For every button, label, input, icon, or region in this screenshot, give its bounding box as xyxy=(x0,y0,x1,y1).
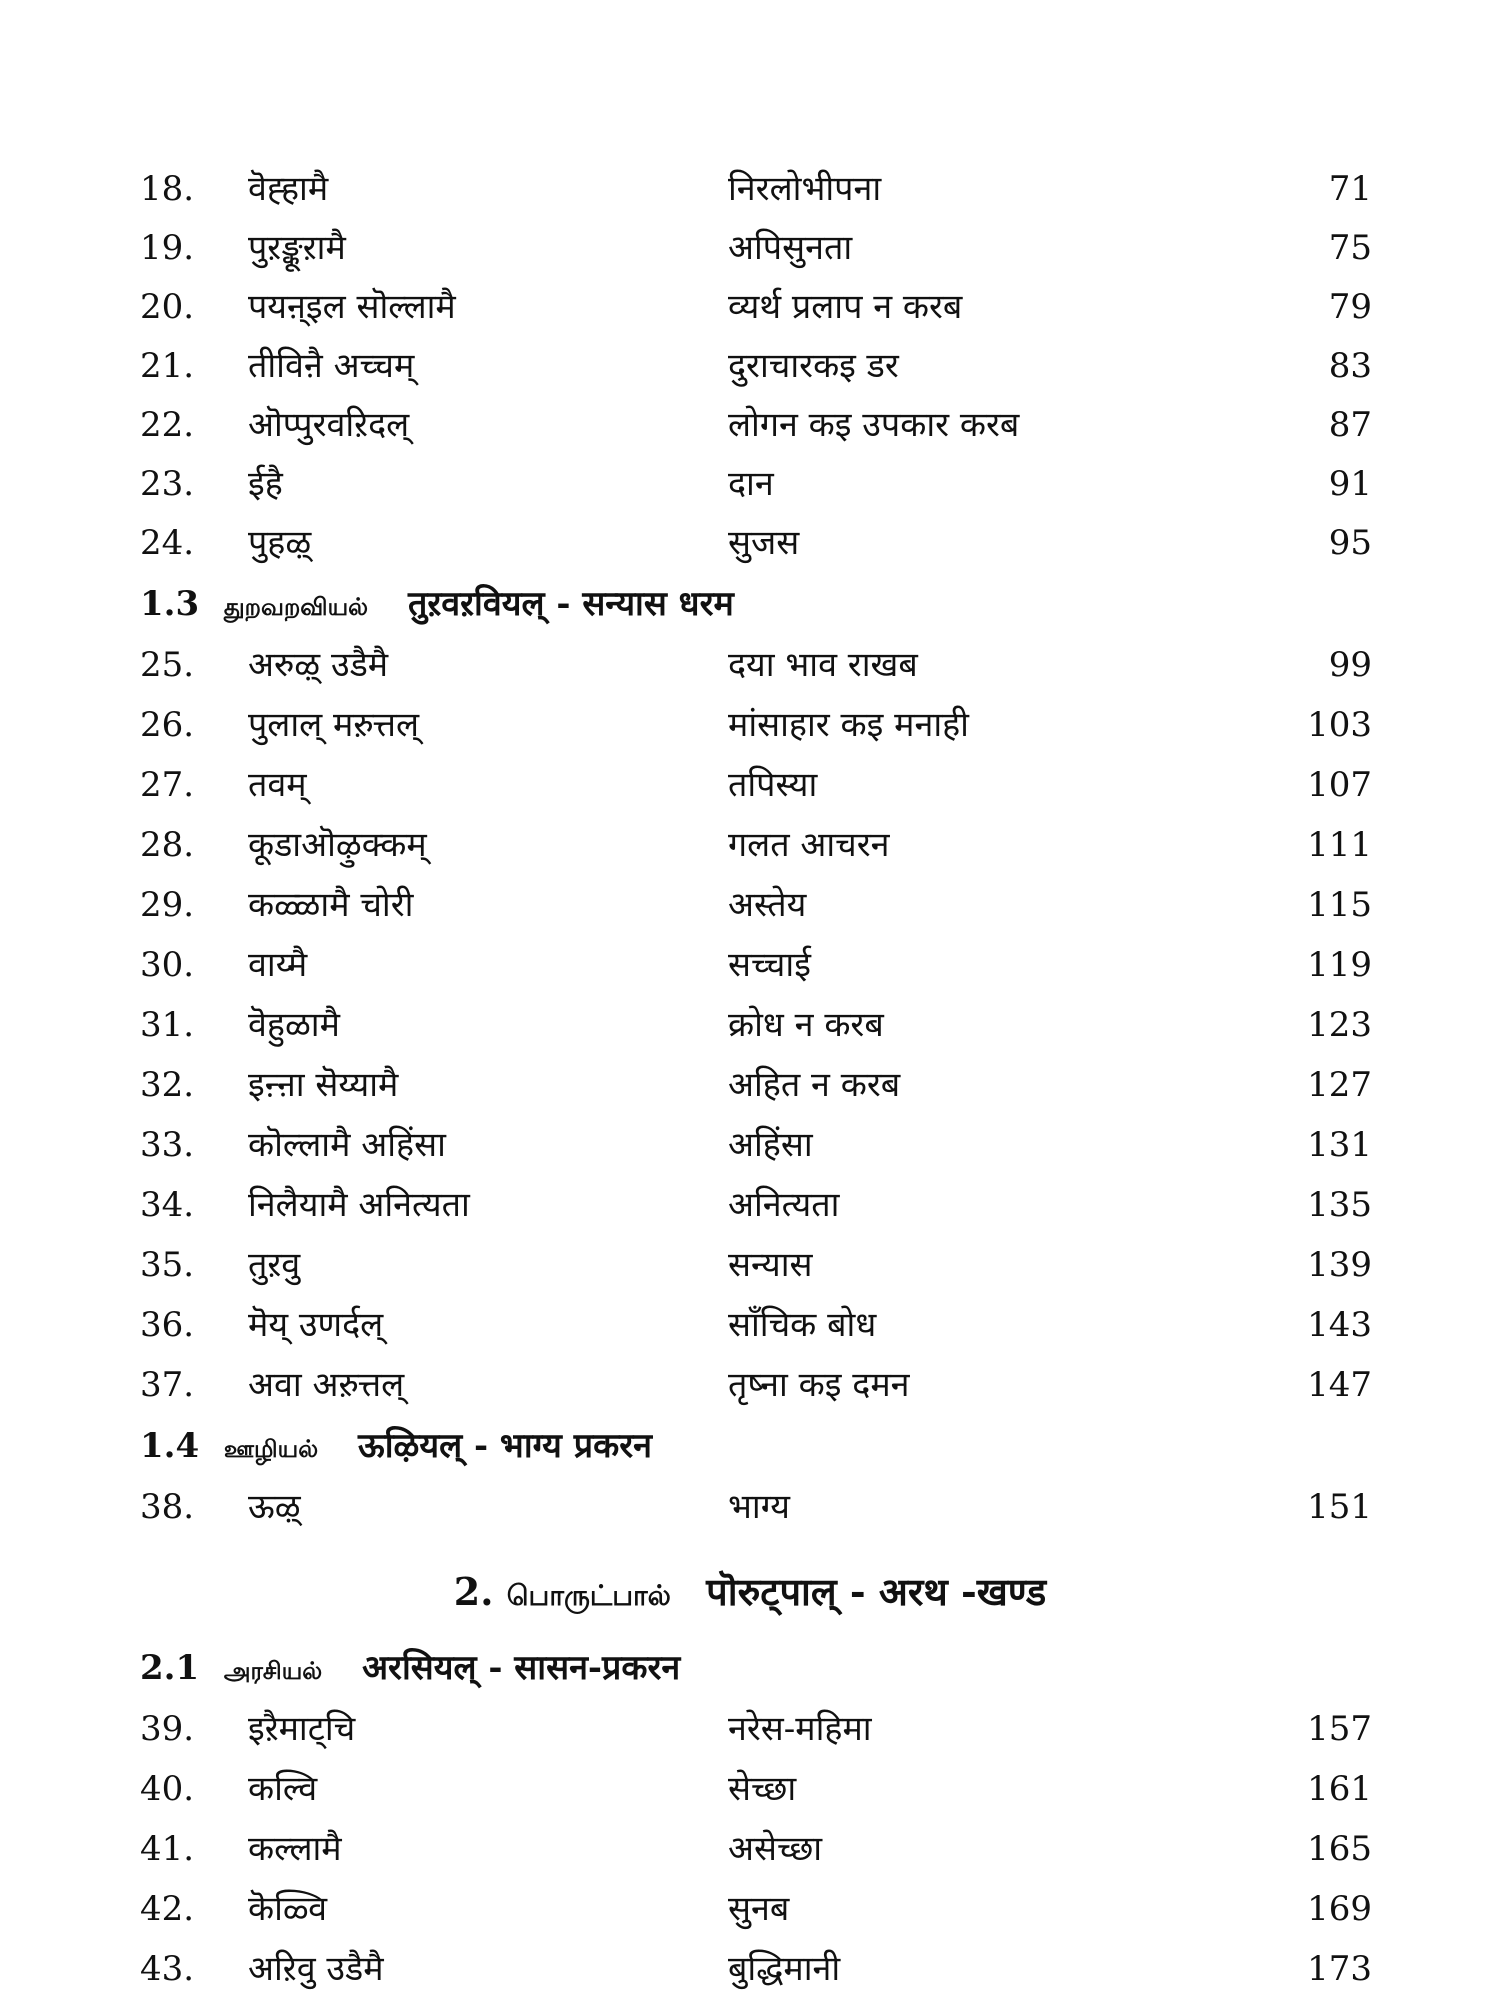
entry-tamil-title: पुलाल् मऱुत्तल् xyxy=(248,705,420,745)
entry-page-number: 115 xyxy=(1307,885,1372,925)
entry-number: 37. xyxy=(140,1365,195,1405)
entry-number: 39. xyxy=(140,1709,195,1749)
section-tamil-label: அரசியல் xyxy=(223,1656,323,1685)
entry-tamil-title: ऊऴ् xyxy=(248,1487,301,1527)
entry-page-number: 147 xyxy=(1307,1365,1372,1405)
toc-entry xyxy=(0,219,1500,277)
entry-tamil-title: कल्वि xyxy=(248,1769,318,1809)
section-heading-1-3 xyxy=(140,576,1370,632)
entry-page-number: 75 xyxy=(1328,228,1372,268)
entry-hindi-title: नरेस-महिमा xyxy=(728,1709,872,1749)
entry-page-number: 139 xyxy=(1307,1245,1372,1285)
entry-tamil-title: इऱैमाट्चि xyxy=(248,1709,356,1749)
toc-entry xyxy=(0,696,1500,754)
entry-hindi-title: क्रोध न करब xyxy=(728,1005,884,1045)
entry-tamil-title: पयऩ्इल सॊल्लामै xyxy=(248,287,456,327)
entry-number: 29. xyxy=(140,885,195,925)
entry-tamil-title: कॆळ्वि xyxy=(248,1889,328,1929)
entry-page-number: 107 xyxy=(1307,765,1372,805)
toc-entry xyxy=(0,1236,1500,1294)
part-number: 2. xyxy=(453,1569,494,1614)
section-title: ऊऴियल् - भाग्य प्रकरन xyxy=(358,1426,652,1466)
entry-page-number: 119 xyxy=(1307,945,1372,985)
toc-entry xyxy=(0,1478,1500,1536)
entry-hindi-title: अस्तेय xyxy=(728,885,807,925)
entry-tamil-title: मॆय् उणर्दल् xyxy=(248,1305,384,1345)
entry-page-number: 123 xyxy=(1307,1005,1372,1045)
entry-tamil-title: तुऱवु xyxy=(248,1245,301,1285)
toc-entry xyxy=(0,936,1500,994)
entry-number: 33. xyxy=(140,1125,195,1165)
entry-page-number: 127 xyxy=(1307,1065,1372,1105)
entry-number: 41. xyxy=(140,1829,195,1869)
entry-hindi-title: साँचिक बोध xyxy=(728,1305,877,1345)
entry-hindi-title: निरलोभीपना xyxy=(728,169,882,209)
entry-hindi-title: सुजस xyxy=(728,523,800,563)
toc-entry xyxy=(0,1176,1500,1234)
entry-page-number: 103 xyxy=(1307,705,1372,745)
toc-entry xyxy=(0,396,1500,454)
entry-hindi-title: गलत आचरन xyxy=(728,825,890,865)
entry-tamil-title: पुहऴ् xyxy=(248,523,312,563)
section-title: तुऱवऱवियल् - सन्यास धरम xyxy=(407,584,734,624)
toc-entry xyxy=(0,1116,1500,1174)
entry-hindi-title: सुनब xyxy=(728,1889,790,1929)
entry-number: 23. xyxy=(140,464,195,504)
entry-page-number: 151 xyxy=(1307,1487,1372,1527)
section-heading-1-4 xyxy=(140,1418,1370,1474)
toc-entry xyxy=(0,455,1500,513)
entry-page-number: 169 xyxy=(1307,1889,1372,1929)
entry-tamil-title: वॆह्हामै xyxy=(248,169,329,209)
entry-hindi-title: अपिसुनता xyxy=(728,228,853,268)
entry-tamil-title: ईहै xyxy=(248,464,283,504)
entry-number: 19. xyxy=(140,228,195,268)
section-number: 1.4 xyxy=(140,1426,200,1466)
entry-tamil-title: अऱिवु उडैमै xyxy=(248,1949,384,1989)
entry-tamil-title: वॆहुळामै xyxy=(248,1005,340,1045)
entry-page-number: 143 xyxy=(1307,1305,1372,1345)
entry-number: 24. xyxy=(140,523,195,563)
entry-hindi-title: सन्यास xyxy=(728,1245,813,1285)
entry-number: 27. xyxy=(140,765,195,805)
entry-tamil-title: इऩ्ऩा सॆय्यामै xyxy=(248,1065,399,1105)
entry-hindi-title: अहित न करब xyxy=(728,1065,901,1105)
section-number: 1.3 xyxy=(140,584,200,624)
entry-number: 18. xyxy=(140,169,195,209)
entry-page-number: 161 xyxy=(1307,1769,1372,1809)
entry-hindi-title: सेच्छा xyxy=(728,1769,797,1809)
entry-hindi-title: व्यर्थ प्रलाप न करब xyxy=(728,287,963,327)
entry-tamil-title: तीविऩै अच्चम् xyxy=(248,346,415,386)
entry-number: 43. xyxy=(140,1949,195,1989)
toc-entry xyxy=(0,1760,1500,1818)
entry-number: 38. xyxy=(140,1487,195,1527)
entry-page-number: 165 xyxy=(1307,1829,1372,1869)
part-title: पॊरुट्पाल् - अरथ -खण्ड xyxy=(706,1569,1047,1614)
entry-number: 25. xyxy=(140,645,195,685)
entry-number: 28. xyxy=(140,825,195,865)
entry-tamil-title: ऒप्पुरवऱिदल् xyxy=(248,405,410,445)
entry-number: 26. xyxy=(140,705,195,745)
entry-tamil-title: अरुऴ् उडैमै xyxy=(248,645,389,685)
entry-hindi-title: असेच्छा xyxy=(728,1829,823,1869)
entry-number: 20. xyxy=(140,287,195,327)
entry-page-number: 95 xyxy=(1328,523,1372,563)
entry-page-number: 79 xyxy=(1328,287,1372,327)
entry-tamil-title: कूडाऒऴुक्कम् xyxy=(248,825,427,865)
entry-number: 22. xyxy=(140,405,195,445)
entry-tamil-title: तवम् xyxy=(248,765,307,805)
toc-entry xyxy=(0,514,1500,572)
toc-entry xyxy=(0,1700,1500,1758)
entry-hindi-title: अहिंसा xyxy=(728,1125,813,1165)
entry-page-number: 131 xyxy=(1307,1125,1372,1165)
entry-page-number: 83 xyxy=(1328,346,1372,386)
toc-entry xyxy=(0,1356,1500,1414)
entry-tamil-title: अवा अऱुत्तल् xyxy=(248,1365,405,1405)
section-heading-2-1 xyxy=(140,1640,1370,1696)
entry-hindi-title: मांसाहार कइ मनाही xyxy=(728,705,969,745)
entry-page-number: 173 xyxy=(1307,1949,1372,1989)
entry-hindi-title: तृष्ना कइ दमन xyxy=(728,1365,910,1405)
entry-number: 32. xyxy=(140,1065,195,1105)
entry-hindi-title: अनित्यता xyxy=(728,1185,840,1225)
section-tamil-label: துறவறவியல் xyxy=(223,592,369,621)
toc-entry xyxy=(0,756,1500,814)
toc-entry xyxy=(0,278,1500,336)
entry-number: 40. xyxy=(140,1769,195,1809)
entry-page-number: 99 xyxy=(1328,645,1372,685)
toc-entry xyxy=(0,160,1500,218)
entry-page-number: 157 xyxy=(1307,1709,1372,1749)
entry-tamil-title: निलैयामै अनित्यता xyxy=(248,1185,470,1225)
entry-number: 42. xyxy=(140,1889,195,1929)
entry-tamil-title: कळ्ळामै चोरी xyxy=(248,885,414,925)
toc-entry xyxy=(0,816,1500,874)
entry-number: 31. xyxy=(140,1005,195,1045)
toc-entry xyxy=(0,1880,1500,1938)
toc-entry xyxy=(0,636,1500,694)
toc-entry xyxy=(0,1056,1500,1114)
entry-tamil-title: कॊल्लामै अहिंसा xyxy=(248,1125,446,1165)
entry-tamil-title: पुऱङ्कूऱामै xyxy=(248,228,346,268)
entry-number: 36. xyxy=(140,1305,195,1345)
section-tamil-label: ஊழியல் xyxy=(223,1434,319,1463)
part-heading-2 xyxy=(0,1560,1500,1624)
entry-hindi-title: दया भाव राखब xyxy=(728,645,918,685)
entry-page-number: 71 xyxy=(1328,169,1372,209)
part-tamil-label: பொருட்பால் xyxy=(506,1579,671,1612)
entry-page-number: 87 xyxy=(1328,405,1372,445)
entry-hindi-title: लोगन कइ उपकार करब xyxy=(728,405,1020,445)
toc-entry xyxy=(0,337,1500,395)
toc-entry xyxy=(0,1820,1500,1878)
entry-number: 35. xyxy=(140,1245,195,1285)
entry-page-number: 135 xyxy=(1307,1185,1372,1225)
entry-page-number: 111 xyxy=(1307,825,1372,865)
entry-number: 30. xyxy=(140,945,195,985)
entry-hindi-title: दान xyxy=(728,464,774,504)
toc-entry xyxy=(0,1296,1500,1354)
section-number: 2.1 xyxy=(140,1648,200,1688)
entry-hindi-title: बुद्धिमानी xyxy=(728,1949,841,1989)
entry-number: 34. xyxy=(140,1185,195,1225)
entry-hindi-title: सच्चाई xyxy=(728,945,811,985)
entry-page-number: 91 xyxy=(1328,464,1372,504)
entry-hindi-title: दुराचारकइ डर xyxy=(728,346,899,386)
entry-tamil-title: वाय्मै xyxy=(248,945,308,985)
entry-number: 21. xyxy=(140,346,195,386)
toc-entry xyxy=(0,996,1500,1054)
toc-entry xyxy=(0,1940,1500,1998)
entry-tamil-title: कल्लामै xyxy=(248,1829,342,1869)
entry-hindi-title: भाग्य xyxy=(728,1487,790,1527)
entry-hindi-title: तपिस्या xyxy=(728,765,818,805)
toc-entry xyxy=(0,876,1500,934)
section-title: अरसियल् - सासन-प्रकरन xyxy=(362,1648,681,1688)
